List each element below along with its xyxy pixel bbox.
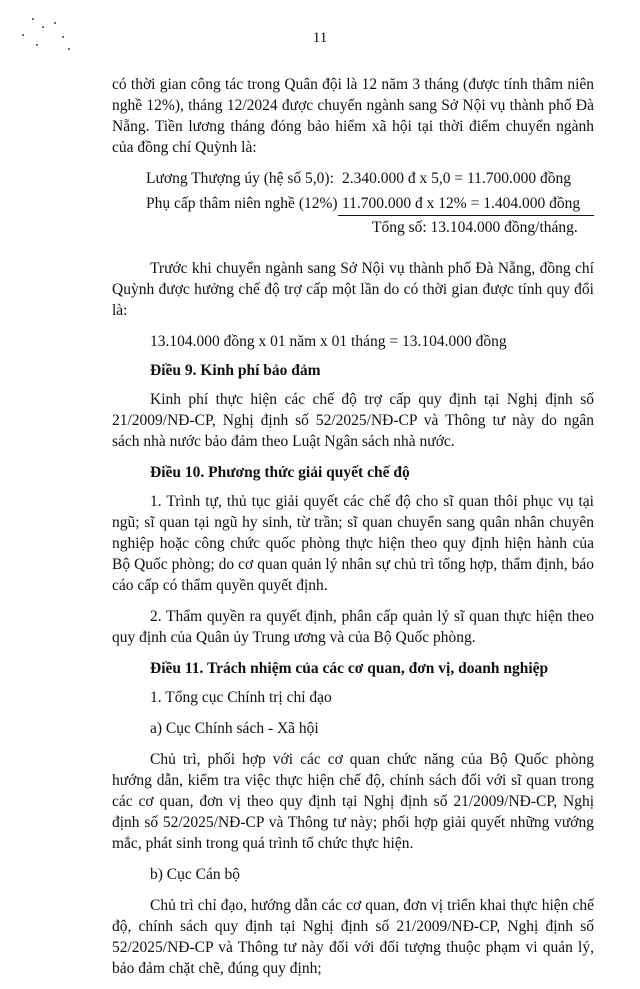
article-11-point-b-body: Chủ trì chỉ đạo, hướng dẫn các cơ quan, đơn vị triển khai thực hiện chế độ, chính sách quy định tại Nghị định số 21/2009/NĐ-CP, Nghị định số 52/2025/NĐ-CP và Thông tư này đối với đối tượng thuộc phạm vi quản lý, bảo đảm chặt chẽ, đúng quy định; [112, 897, 594, 977]
article-10-clause-2: 2. Thẩm quyền ra quyết định, phân cấp quản lý sĩ quan thực hiện theo quy định của Quân ủy Trung ương và của Bộ Quốc phòng. [112, 608, 594, 646]
before-transfer-paragraph: Trước khi chuyển ngành sang Sở Nội vụ thành phố Đà Nẵng, đồng chí Quỳnh được hưởng chế độ trợ cấp một lần do có thời gian được tính quy đổi là: [112, 260, 594, 319]
salary-calculation [112, 168, 594, 242]
article-9-body: Kinh phí thực hiện các chế độ trợ cấp quy định tại Nghị định số 21/2009/NĐ-CP, Nghị định số 52/2025/NĐ-CP và Thông tư này do ngân sách nhà nước bảo đảm theo Luật Ngân sách nhà nước. [112, 391, 594, 450]
article-9-heading: Điều 9. Kinh phí bảo đảm [150, 362, 321, 379]
article-11-clause-1: 1. Tổng cục Chính trị chỉ đạo [150, 689, 332, 706]
salary-row1-value: 2.340.000 đ x 5,0 = 11.700.000 đồng [342, 170, 572, 187]
salary-row1-label: Lương Thượng úy (hệ số 5,0): [146, 170, 334, 187]
article-11-point-b: b) Cục Cán bộ [150, 866, 240, 883]
article-10-clause-1: 1. Trình tự, thủ tục giải quyết các chế độ cho sĩ quan thôi phục vụ tại ngũ; sĩ quan tại ngũ hy sinh, từ trần; sĩ quan chuyển sang quân nhân chuyên nghiệp hoặc công chức quốc phòng thực hiện theo quy định hiện hành của Bộ Quốc phòng; do cơ quan quản lý nhân sự chủ trì tổng hợp, thẩm định, báo cáo cấp có thẩm quyền quyết định. [112, 493, 594, 594]
allowance-formula: 13.104.000 đồng x 01 năm x 01 tháng = 13.104.000 đồng [150, 333, 507, 350]
page-number: 11 [312, 30, 328, 46]
article-11-point-a: a) Cục Chính sách - Xã hội [150, 720, 319, 737]
article-11-point-a-body: Chủ trì, phối hợp với các cơ quan chức năng của Bộ Quốc phòng hướng dẫn, kiểm tra việc thực hiện chế độ, chính sách đối với sĩ quan trong các cơ quan, đơn vị theo quy định tại Nghị định số 21/2009/NĐ-CP, Nghị định số 52/2025/NĐ-CP và Thông tư này; phối hợp giải quyết những vướng mắc, phát sinh trong quá trình tổ chức thực hiện. [112, 751, 594, 852]
salary-row2-value: 11.700.000 đ x 12% = 1.404.000 đồng [342, 195, 581, 212]
article-11-heading: Điều 11. Trách nhiệm của các cơ quan, đơn vị, doanh nghiệp [150, 660, 549, 677]
intro-paragraph: có thời gian công tác trong Quân đội là 12 năm 3 tháng (được tính thâm niên nghề 12%), tháng 12/2024 được chuyển ngành sang Sở Nội vụ thành phố Đà Nẵng. Tiền lương tháng đóng bảo hiểm xã hội tại thời điểm chuyển ngành của đồng chí Quỳnh là: [112, 76, 594, 156]
document-body [112, 74, 594, 989]
sum-divider [338, 215, 594, 216]
salary-row2-label: Phụ cấp thâm niên nghề (12%) [146, 195, 338, 212]
article-10-heading: Điều 10. Phương thức giải quyết chế độ [150, 464, 410, 481]
salary-total: Tổng số: 13.104.000 đồng/tháng. [372, 219, 578, 236]
